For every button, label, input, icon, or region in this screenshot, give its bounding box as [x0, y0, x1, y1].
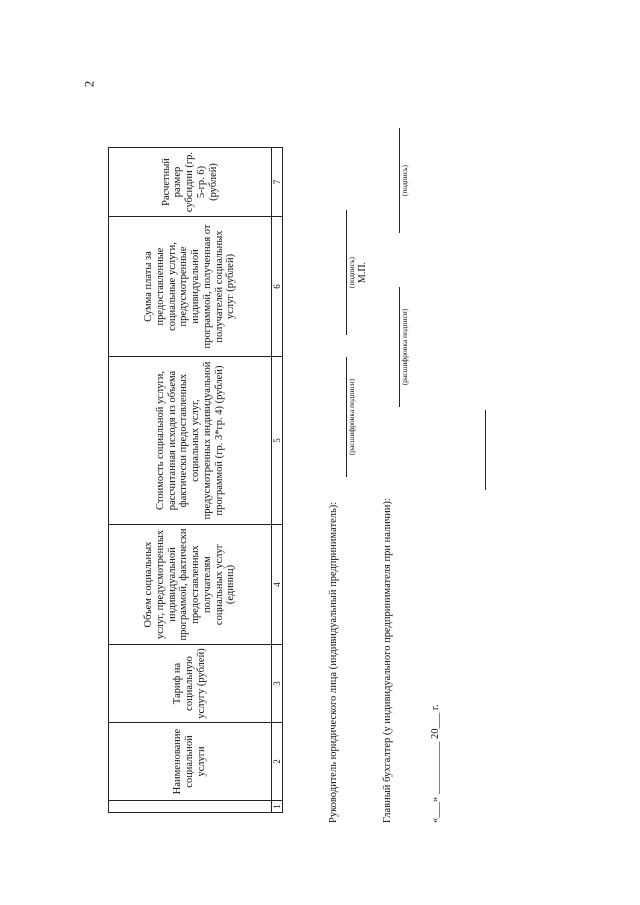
accountant-decode-caption: (расшифровка подписи) [400, 308, 409, 386]
header-cell-service: Наименование социальной услуги [109, 723, 272, 801]
subsidy-table [108, 147, 283, 813]
col-number: 2 [272, 723, 283, 801]
head-sign-caption: (подпись) [347, 256, 356, 289]
header-cell-volume: Объем социальных услуг, предусмотренных индивидуальной программой, фактически предоставленных получателям социальных услуг (единиц) [109, 525, 272, 645]
accountant-label: Главный бухгалтер (у индивидуального предпринимателя при наличии): [382, 498, 393, 823]
table-header-row [109, 148, 272, 813]
col-number: 3 [272, 645, 283, 723]
col-number: 4 [272, 525, 283, 645]
accountant-sign-caption: (подпись) [400, 164, 409, 197]
col-number: 7 [272, 148, 283, 217]
header-cell-subsidy: Расчетный размер субсидии (гр. 5-гр. 6) (рублей) [109, 148, 272, 217]
col-number: 5 [272, 357, 283, 525]
col-number: 1 [272, 801, 283, 813]
separator-line [485, 410, 486, 490]
header-cell-payment: Сумма платы за предоставленные социальные услуги, предусмотренные индивидуальной программой, полученная от получателей социальных услуг (рублей) [109, 217, 272, 357]
header-cell-tariff: Тариф на социальную услугу (рублей) [109, 645, 272, 723]
table-number-row [272, 148, 283, 813]
stamp-label: М.П. [357, 261, 368, 284]
rotated-sheet [0, 110, 510, 905]
head-label: Руководитель юридического лица (индивидуальный предприниматель): [328, 501, 339, 823]
header-cell-cost: Стоимость социальной услуги, рассчитанная исходя из объема фактически предоставленных социальных услуг, предусмотренных индивидуальной программой (гр. 3*гр. 4) (рублей) [109, 357, 272, 525]
col-number: 6 [272, 217, 283, 357]
header-cell-0 [109, 801, 272, 813]
head-decode-caption: (расшифровка подписи) [347, 378, 356, 456]
date-line: «___» __________ 20___ г. [430, 704, 441, 823]
page-number: 2 [81, 80, 97, 88]
